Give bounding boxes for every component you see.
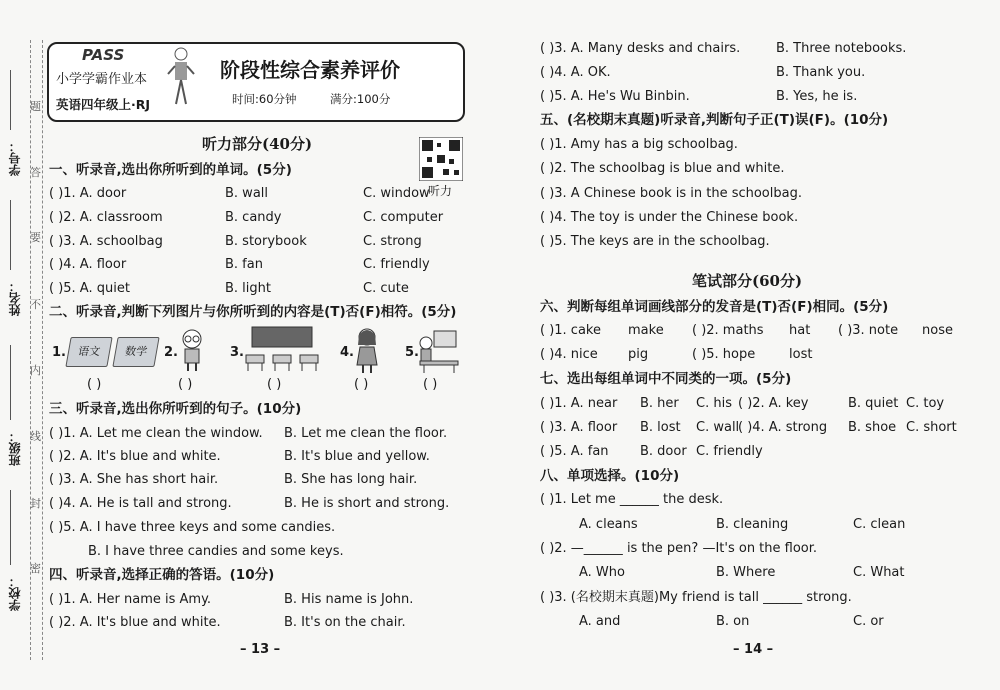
series-title: 小学学霸作业本 — [56, 72, 148, 87]
section-4-title: 四、听录音,选择正确的答语。(10分) — [49, 567, 275, 583]
s1-item-1-b: B. wall — [225, 186, 269, 201]
s6-item-5-a: ( )5. hope — [692, 347, 756, 362]
s1-item-3-c: C. strong — [363, 234, 422, 249]
s7-r1-5: B. quiet — [848, 396, 899, 411]
s7-r3-1: ( )5. A. fan — [540, 444, 609, 459]
boy-with-glasses-icon — [177, 327, 207, 375]
time-label: 时间:60分钟 — [232, 92, 297, 106]
exam-title: 阶段性综合素养评价 — [220, 58, 400, 82]
s7-r2-2: B. lost — [640, 420, 681, 435]
student-id-line — [10, 70, 25, 130]
student-name-line — [10, 200, 25, 270]
s5-item-3: ( )3. A Chinese book is in the schoolbag. — [540, 186, 802, 201]
s3-item-2-a: ( )2. A. It's blue and white. — [49, 449, 221, 464]
s7-r2-1: ( )3. A. floor — [540, 420, 618, 435]
s5-item-4: ( )4. The toy is under the Chinese book. — [540, 210, 799, 225]
s1-item-4-a: ( )4. A. floor — [49, 257, 127, 272]
s6-item-4-a: ( )4. nice — [540, 347, 598, 362]
s6-item-1-a: ( )1. cake — [540, 323, 601, 338]
s6-item-3-a: ( )3. note — [838, 323, 899, 338]
qr-label: 听力 — [428, 184, 453, 198]
s1-item-1-a: ( )1. A. door — [49, 186, 127, 201]
s4-item-4-a: ( )4. A. OK. — [540, 65, 611, 80]
s2-num-1: 1. — [52, 345, 66, 360]
s3-item-1-a: ( )1. A. Let me clean the window. — [49, 426, 263, 441]
s7-r2-6: C. short — [906, 420, 957, 435]
grade-label: 英语四年级上·RJ — [56, 97, 151, 112]
s8-q1-opt-b: B. cleaning — [716, 517, 789, 532]
s6-item-3-b: nose — [922, 323, 953, 338]
s2-blank-5[interactable]: ( ) — [423, 377, 438, 392]
s8-q2-opt-b: B. Where — [716, 565, 776, 580]
student-id-label: 学号： — [8, 140, 22, 176]
page-number-left: – 13 – — [240, 642, 281, 657]
s3-item-5-b: B. I have three candies and some keys. — [88, 544, 344, 559]
s2-num-2: 2. — [164, 345, 178, 360]
section-7-title: 七、选出每组单词中不同类的一项。(5分) — [540, 371, 792, 387]
s7-r2-3: C. wall — [696, 420, 740, 435]
s8-q1-opt-a: A. cleans — [579, 517, 638, 532]
s7-r1-1: ( )1. A. near — [540, 396, 618, 411]
s4-item-4-b: B. Thank you. — [776, 65, 866, 80]
s7-r2-4: ( )4. A. strong — [738, 420, 828, 435]
seal-char: 要 — [30, 231, 41, 244]
s1-item-2-b: B. candy — [225, 210, 282, 225]
s7-r1-4: ( )2. A. key — [738, 396, 809, 411]
qr-code-icon — [419, 137, 463, 185]
girl-icon — [353, 327, 381, 377]
s6-item-4-b: pig — [628, 347, 649, 362]
s6-item-1-b: make — [628, 323, 664, 338]
class-line — [10, 345, 25, 420]
s8-q3-opt-a: A. and — [579, 614, 621, 629]
s1-item-3-b: B. storybook — [225, 234, 307, 249]
s4-item-1-a: ( )1. A. Her name is Amy. — [49, 592, 212, 607]
seal-char: 线 — [30, 430, 41, 443]
seal-char: 答 — [30, 166, 41, 179]
school-line — [10, 490, 25, 565]
s5-item-5: ( )5. The keys are in the schoolbag. — [540, 234, 770, 249]
s1-item-2-c: C. computer — [363, 210, 444, 225]
s4-item-1-b: B. His name is John. — [284, 592, 414, 607]
s6-item-2-a: ( )2. maths — [692, 323, 764, 338]
section-1-title: 一、听录音,选出你所听到的单词。(5分) — [49, 162, 292, 178]
s4-item-3-b: B. Three notebooks. — [776, 41, 907, 56]
seal-char: 题 — [30, 100, 41, 113]
s3-item-4-b: B. He is short and strong. — [284, 496, 450, 511]
s4-item-2-b: B. It's on the chair. — [284, 615, 406, 630]
s1-item-4-c: C. friendly — [363, 257, 430, 272]
s1-item-3-a: ( )3. A. schoolbag — [49, 234, 163, 249]
s1-item-5-c: C. cute — [363, 281, 409, 296]
s6-item-5-b: lost — [789, 347, 813, 362]
s7-r3-3: C. friendly — [696, 444, 763, 459]
written-title: 笔试部分(60分) — [692, 272, 803, 290]
section-3-title: 三、听录音,选出你所听到的句子。(10分) — [49, 401, 302, 417]
s3-item-5-a: ( )5. A. I have three keys and some candies. — [49, 520, 336, 535]
s2-num-5: 5. — [405, 345, 419, 360]
s2-blank-4[interactable]: ( ) — [354, 377, 369, 392]
section-8-title: 八、单项选择。(10分) — [540, 468, 680, 484]
s1-item-5-a: ( )5. A. quiet — [49, 281, 130, 296]
s8-q3-opt-c: C. or — [853, 614, 884, 629]
mascot-icon — [166, 44, 196, 118]
s4-item-5-a: ( )5. A. He's Wu Binbin. — [540, 89, 690, 104]
seal-char: 密 — [30, 562, 41, 575]
s7-r1-3: C. his — [696, 396, 732, 411]
s2-blank-3[interactable]: ( ) — [267, 377, 282, 392]
s1-item-4-b: B. fan — [225, 257, 263, 272]
math-book-image: 数学 — [112, 337, 159, 367]
section-5-title: 五、(名校期末真题)听录音,判断句子正(T)误(F)。(10分) — [540, 112, 889, 128]
s8-q1-opt-c: C. clean — [853, 517, 906, 532]
s6-item-2-b: hat — [789, 323, 811, 338]
s8-q1: ( )1. Let me ______ the desk. — [540, 492, 724, 507]
seal-char: 内 — [30, 364, 41, 377]
s1-item-1-c: C. window — [363, 186, 430, 201]
s2-num-3: 3. — [230, 345, 244, 360]
section-6-title: 六、判断每组单词画线部分的发音是(T)否(F)相同。(5分) — [540, 299, 889, 315]
s1-item-5-b: B. light — [225, 281, 271, 296]
listening-title: 听力部分(40分) — [202, 135, 313, 153]
s4-item-5-b: B. Yes, he is. — [776, 89, 858, 104]
s2-num-4: 4. — [340, 345, 354, 360]
s8-q2-opt-a: A. Who — [579, 565, 625, 580]
binding-line-inner — [42, 40, 43, 660]
s7-r3-2: B. door — [640, 444, 687, 459]
s3-item-3-a: ( )3. A. She has short hair. — [49, 472, 219, 487]
page-number-right: – 14 – — [733, 642, 774, 657]
s3-item-4-a: ( )4. A. He is tall and strong. — [49, 496, 232, 511]
s3-item-1-b: B. Let me clean the floor. — [284, 426, 448, 441]
score-label: 满分:100分 — [330, 92, 391, 106]
s8-q2-opt-c: C. What — [853, 565, 905, 580]
s8-q2: ( )2. —______ is the pen? —It's on the floor. — [540, 541, 818, 556]
computer-desk-icon — [418, 327, 460, 377]
s8-q3: ( )3. (名校期末真题)My friend is tall ______ strong. — [540, 590, 852, 605]
s4-item-2-a: ( )2. A. It's blue and white. — [49, 615, 221, 630]
pass-logo: PASS — [82, 46, 125, 64]
s2-blank-2[interactable]: ( ) — [178, 377, 193, 392]
classroom-icon — [242, 325, 322, 377]
s3-item-3-b: B. She has long hair. — [284, 472, 418, 487]
chinese-book-image: 语文 — [65, 337, 112, 367]
class-label: 班级： — [8, 430, 22, 466]
s2-blank-1[interactable]: ( ) — [87, 377, 102, 392]
section-2-title: 二、听录音,判断下列图片与你所听到的内容是(T)否(F)相符。(5分) — [49, 304, 457, 320]
s5-item-1: ( )1. Amy has a big schoolbag. — [540, 137, 738, 152]
seal-char: 不 — [30, 298, 41, 311]
s4-item-3-a: ( )3. A. Many desks and chairs. — [540, 41, 741, 56]
s7-r1-6: C. toy — [906, 396, 945, 411]
seal-char: 封 — [30, 497, 41, 510]
school-label: 学校： — [8, 575, 22, 611]
student-name-label: 姓名： — [8, 280, 22, 316]
s1-item-2-a: ( )2. A. classroom — [49, 210, 163, 225]
s5-item-2: ( )2. The schoolbag is blue and white. — [540, 161, 785, 176]
s8-q3-opt-b: B. on — [716, 614, 750, 629]
s7-r2-5: B. shoe — [848, 420, 897, 435]
s7-r1-2: B. her — [640, 396, 679, 411]
s3-item-2-b: B. It's blue and yellow. — [284, 449, 430, 464]
